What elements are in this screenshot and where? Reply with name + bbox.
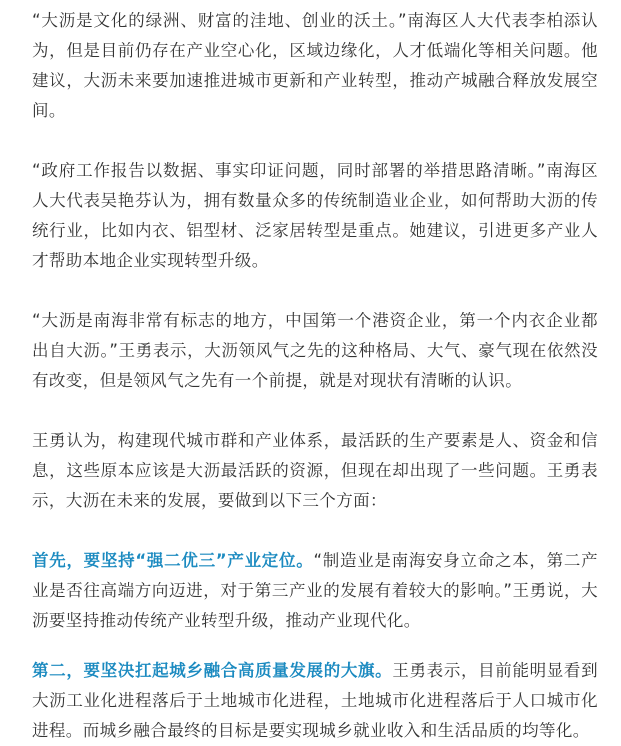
paragraph-spacer bbox=[32, 126, 598, 156]
first-point-heading: 首先，要坚持“强二优三”产业定位。 bbox=[32, 551, 314, 570]
paragraph-spacer bbox=[32, 276, 598, 306]
paragraph-li-baitian: “大沥是文化的绿洲、财富的洼地、创业的沃土。”南海区人大代表李柏添认为，但是目前仍存在产业空心化，区域边缘化，人才低端化等相关问题。他建议，大沥未来要加速推进城市更新和产业转型，推动产城融合释放发展空间。 bbox=[32, 11, 598, 120]
paragraph-second-point bbox=[32, 656, 598, 746]
first-point-body: “制造业是南海安身立命之本，第二产业是否往高端方向迈进，对于第三产业的发展有着较大的影响。”王勇说，大沥要坚持推动传统产业转型升级，推动产业现代化。 bbox=[32, 551, 598, 630]
article-body bbox=[32, 6, 598, 746]
paragraph-spacer bbox=[32, 396, 598, 426]
paragraph-wang-yong-views: 王勇认为，构建现代城市群和产业体系，最活跃的生产要素是人、资金和信息，这些原本应该是大沥最活跃的资源，但现在却出现了一些问题。王勇表示，大沥在未来的发展，要做到以下三个方面： bbox=[32, 431, 598, 510]
paragraph-wu-yanfen: “政府工作报告以数据、事实印证问题，同时部署的举措思路清晰。”南海区人大代表吴艳芬认为，拥有数量众多的传统制造业企业，如何帮助大沥的传统行业，比如内衣、铝型材、泛家居转型是重点。她建议，引进更多产业人才帮助本地企业实现转型升级。 bbox=[32, 161, 598, 270]
second-point-body: 王勇表示，目前能明显看到大沥工业化进程落后于土地城市化进程，土地城市化进程落后于人口城市化进程。而城乡融合最终的目标是要实现城乡就业收入和生活品质的均等化。 bbox=[32, 661, 598, 740]
paragraph-first-point bbox=[32, 546, 598, 636]
paragraph-wang-yong-intro: “大沥是南海非常有标志的地方，中国第一个港资企业，第一个内衣企业都出自大沥。”王勇表示，大沥领风气之先的这种格局、大气、豪气现在依然没有改变，但是领风气之先有一个前提，就是对现状有清晰的认识。 bbox=[32, 311, 598, 390]
paragraph-spacer bbox=[32, 636, 598, 656]
paragraph-spacer bbox=[32, 516, 598, 546]
second-point-heading: 第二，要坚决扛起城乡融合高质量发展的大旗。 bbox=[32, 661, 393, 680]
